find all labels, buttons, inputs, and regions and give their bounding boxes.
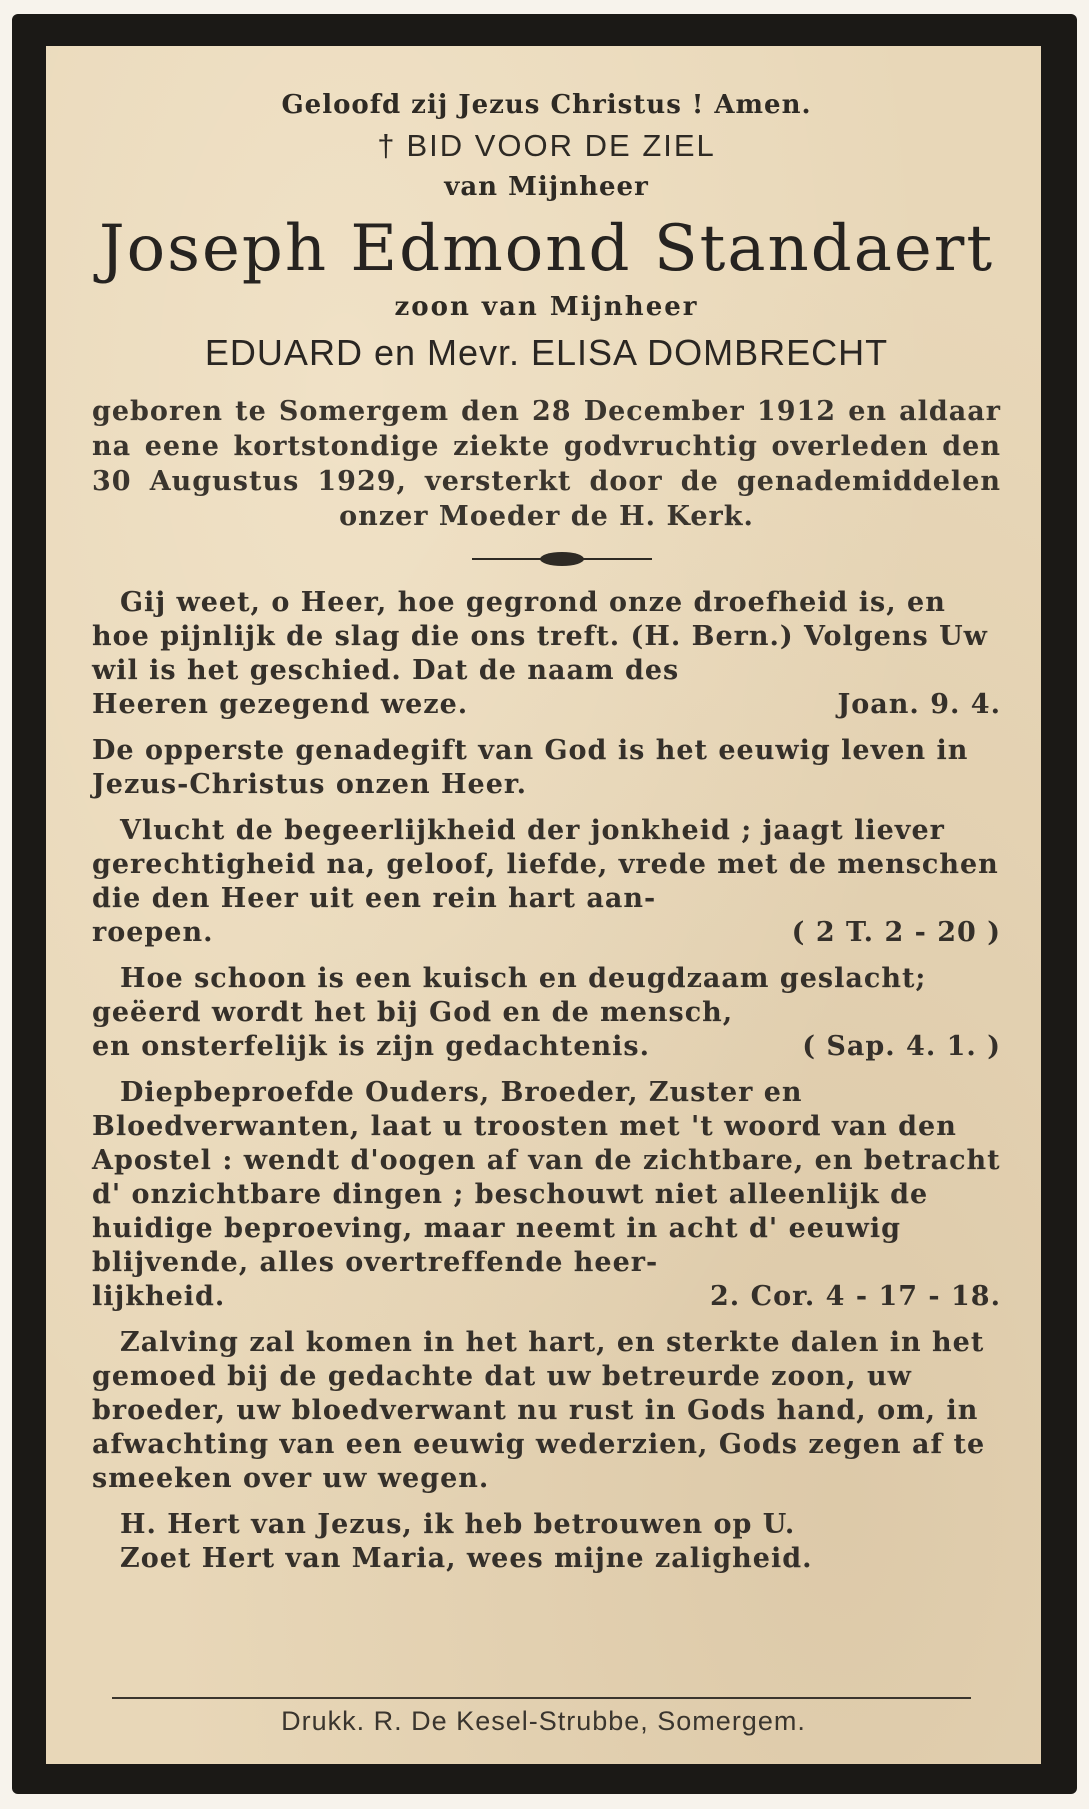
- passage-reference: 2. Cor. 4 - 17 - 18.: [710, 1281, 1001, 1312]
- title-line: van Mijnheer: [444, 172, 649, 202]
- passage-ending: [92, 1030, 1001, 1064]
- passage-text: Diepbeproefde Ouders, Broeder, Zuster en Bloedverwanten, laat u troosten met 't woord van den Apostel : wendt d'oogen af van de zichtbare, en betracht d' onzichtbare dingen ; beschouwt niet alleenlijk de huidige beproeving, maar neemt in acht d' eeuwig blijvende, alles overtreffende heer-: [92, 1077, 1001, 1278]
- cross-icon: †: [377, 128, 397, 163]
- passage-text: Heeren gezegend weze.: [92, 689, 469, 720]
- passage-4: [92, 962, 1001, 1064]
- passage-text: Gij weet, o Heer, hoe gegrond onze droefheid is, en hoe pijnlijk de slag die ons treft. (H. Bern.) Volgens Uw wil is het geschied. Dat de naam des: [92, 587, 988, 686]
- opening-acclamation: Geloofd zij Jezus Christus ! Amen.: [281, 90, 812, 120]
- passage-3: [92, 814, 1001, 950]
- passage-ending: [92, 916, 1001, 950]
- passage-reference: ( Sap. 4. 1. ): [802, 1031, 1001, 1062]
- invocation-sacred-heart: H. Hert van Jezus, ik heb betrouwen op U.: [120, 1509, 796, 1540]
- memorial-card: [12, 14, 1077, 1794]
- closing-invocations: [92, 1508, 1001, 1576]
- deceased-name: Joseph Edmond Standaert: [98, 212, 995, 286]
- printer-imprint: Drukk. R. De Kesel-Strubbe, Somergem.: [281, 1706, 806, 1736]
- printer-rule: [112, 1697, 971, 1699]
- son-of-line: zoon van Mijnheer: [394, 292, 699, 322]
- card-paper: [46, 46, 1041, 1764]
- passage-1: [92, 586, 1001, 722]
- passage-text: roepen.: [92, 917, 214, 948]
- passage-reference: ( 2 T. 2 - 20 ): [791, 917, 1001, 948]
- passage-2: [92, 734, 1001, 802]
- biography: geboren te Somergem den 28 December 1912 en aldaar na eene kortstondige ziekte godvruchtig overleden den 30 Augustus 1929, versterkt door de genademiddelen onzer Moeder de H. Kerk.: [92, 396, 1001, 532]
- passage-text: De opperste genadegift van God is het eeuwig leven in Jezus-Christus onzen Heer.: [92, 735, 969, 800]
- passage-5: [92, 1076, 1001, 1314]
- passage-reference: Joan. 9. 4.: [837, 689, 1001, 720]
- passage-ending: [92, 1280, 1001, 1314]
- passage-ending: [92, 688, 1001, 722]
- prayer-request: [92, 128, 1001, 164]
- ornament-icon: [540, 552, 584, 566]
- divider-ornament: [92, 544, 1001, 574]
- passage-text: Hoe schoon is een kuisch en deugdzaam geslacht; geëerd wordt het bij God en de mensch,: [92, 963, 927, 1028]
- invocation-mary: Zoet Hert van Maria, wees mijne zaligheid.: [120, 1543, 813, 1574]
- prayer-request-text: BID VOOR DE ZIEL: [406, 128, 716, 163]
- parents-names: EDUARD en Mevr. ELISA DOMBRECHT: [204, 332, 889, 373]
- passage-text: en onsterfelijk is zijn gedachtenis.: [92, 1031, 650, 1062]
- passage-6: Zalving zal komen in het hart, en sterkte dalen in het gemoed bij de gedachte dat uw betreurde zoon, uw broeder, uw bloedverwant nu rust in Gods hand, om, in afwachting van een eeuwig wederzien, Gods zegen af te smeeken over uw wegen.: [92, 1327, 986, 1494]
- passage-text: Vlucht de begeerlijkheid der jonkheid ; jaagt liever gerechtigheid na, geloof, liefde, vrede met de menschen die den Heer uit een rein hart aan-: [92, 815, 999, 914]
- passage-text: lijkheid.: [92, 1281, 226, 1312]
